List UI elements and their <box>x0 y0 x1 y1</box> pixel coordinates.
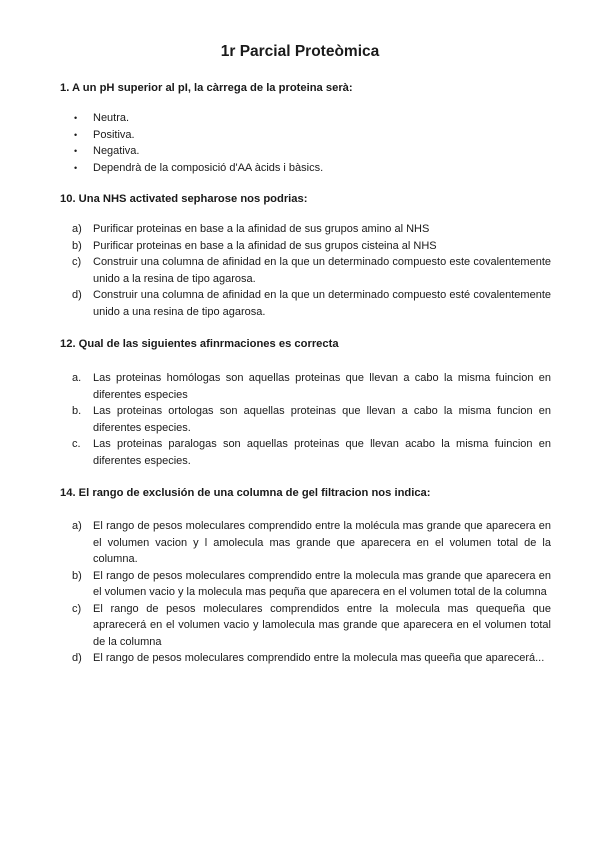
question-1-option <box>60 110 551 127</box>
option-text: Neutra. <box>93 112 130 124</box>
option-marker: • <box>74 129 78 140</box>
question-10-option <box>60 254 551 287</box>
option-marker: • <box>74 113 78 123</box>
question-10-option <box>60 238 551 255</box>
option-text: El rango de pesos moleculares comprendidos entre la molecula mas quequeña que aprarecerá en el volumen vacio y lamolecula mas grande que aparecera en el volumen total de la columna <box>93 602 551 648</box>
question-12-option <box>60 370 551 403</box>
question-1-option <box>60 127 551 144</box>
option-text: El rango de pesos moleculares comprendido entre la molécula mas grande que aparecera en el volumen vacion y l amolecula mas grande que aparecera en el volumen total de la columna. <box>93 520 551 565</box>
question-14-options <box>60 518 551 667</box>
option-marker: a. <box>72 372 82 384</box>
option-marker: d) <box>72 652 82 664</box>
option-marker: b) <box>72 239 82 252</box>
question-12-heading: 12. Qual de las siguientes afinrmaciones es correcta <box>60 338 339 350</box>
option-marker: a) <box>72 223 82 235</box>
option-text: Purificar proteinas en base a la afinidad de sus grupos cisteina al NHS <box>93 239 437 252</box>
option-marker: • <box>74 162 78 173</box>
option-marker: b) <box>72 569 82 582</box>
option-text: Construir una columna de afinidad en la que un determinado compuesto esté covalentemente unido a una resina de tipo agarosa. <box>93 289 551 318</box>
option-text: El rango de pesos moleculares comprendido entre la molecula mas grande que aparecera en el volumen vacio y la molecula mas pequña que aparecera en el volumen total de la columna <box>93 569 551 598</box>
option-text: Dependrà de la composició d'AA àcids i bàsics. <box>93 161 324 174</box>
option-marker: b. <box>72 405 82 417</box>
option-text: Las proteinas paralogas son aquellas proteinas que llevan acabo la misma fuincion en diferentes especies. <box>93 438 551 467</box>
question-10-option <box>60 287 551 320</box>
page-title: 1r Parcial Proteòmica <box>220 43 380 60</box>
question-14-option <box>60 518 551 568</box>
question-12-options <box>60 370 551 469</box>
question-14-option <box>60 650 551 667</box>
question-12-option <box>60 403 551 436</box>
option-marker: d) <box>72 289 82 301</box>
option-marker: a) <box>72 520 82 532</box>
question-1-heading: 1. A un pH superior al pI, la càrrega de la proteina serà: <box>60 82 353 94</box>
option-marker: • <box>74 146 78 156</box>
question-1-option <box>60 143 551 160</box>
question-14-option <box>60 601 551 651</box>
option-text: Negativa. <box>93 145 140 157</box>
question-1-option <box>60 160 551 177</box>
question-1-options <box>60 110 551 176</box>
option-text: Purificar proteinas en base a la afinidad de sus grupos amino al NHS <box>93 223 430 235</box>
option-text: Las proteinas homólogas son aquellas proteinas que llevan a cabo la misma fuincion en diferentes especies <box>93 372 551 401</box>
question-14-heading: 14. El rango de exclusión de una columna de gel filtracion nos indica: <box>60 487 431 499</box>
question-12-option <box>60 436 551 469</box>
option-marker: c) <box>72 256 82 268</box>
option-text: Construir una columna de afinidad en la que un determinado compuesto este covalentemente unido a la resina de tipo agarosa. <box>93 256 551 285</box>
option-text: El rango de pesos moleculares comprendido entre la molecula mas queeña que aparecerá... <box>93 652 545 664</box>
question-10-heading: 10. Una NHS activated sepharose nos podrias: <box>60 193 308 205</box>
question-14-option <box>60 568 551 601</box>
option-text: Positiva. <box>93 128 135 141</box>
option-marker: c. <box>72 438 81 450</box>
option-text: Las proteinas ortologas son aquellas proteinas que llevan a cabo la misma funcion en diferentes especies. <box>93 405 551 434</box>
question-10-options <box>60 221 551 320</box>
option-marker: c) <box>72 602 82 615</box>
question-10-option <box>60 221 551 238</box>
